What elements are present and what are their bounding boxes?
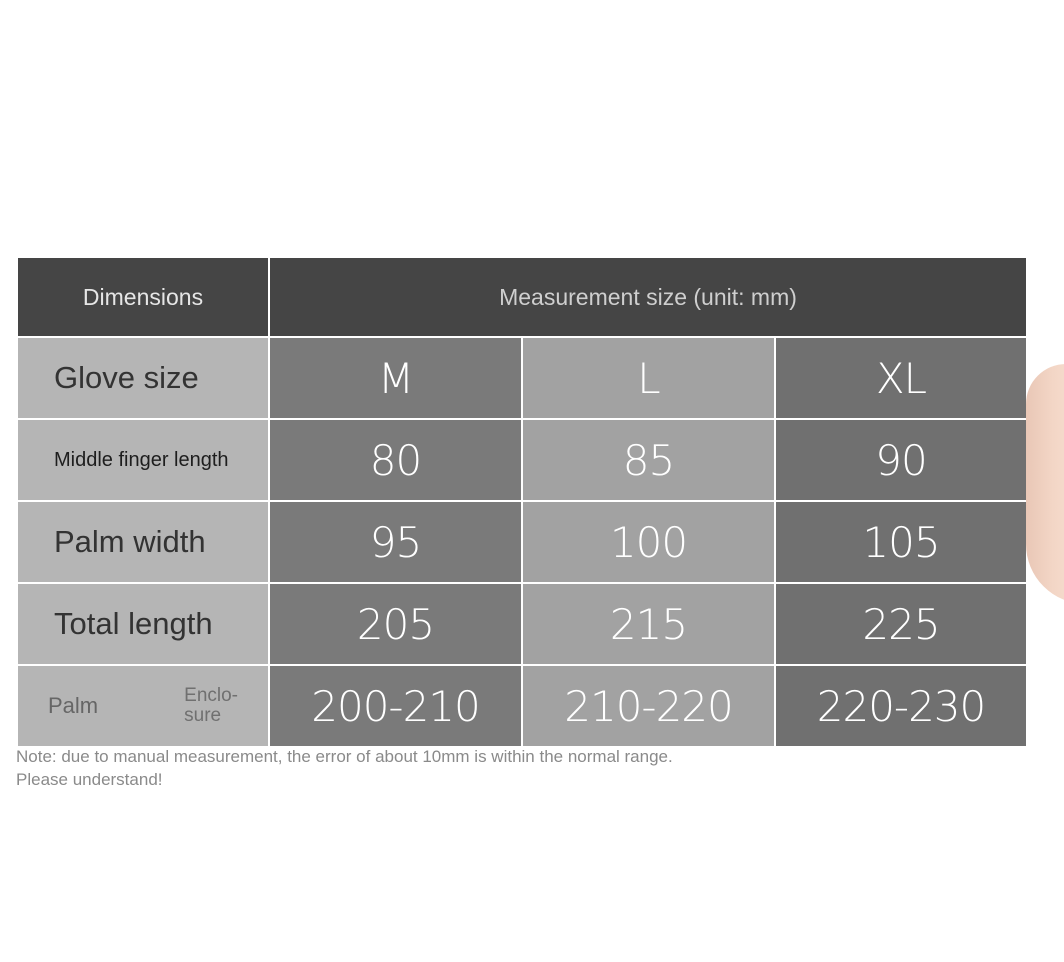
- row-label-glove-size: Glove size: [18, 338, 268, 418]
- enclosure-label: [184, 686, 238, 726]
- hand-finger-image: [1026, 364, 1064, 604]
- table-cell: 225: [776, 584, 1026, 664]
- table-cell: 220-230: [776, 666, 1026, 746]
- table-cell: 215: [523, 584, 774, 664]
- row-label-palm-width: Palm width: [18, 502, 268, 582]
- header-measurement: Measurement size (unit: mm): [270, 258, 1026, 336]
- row-label-palm-enclosure: [18, 666, 268, 746]
- table-cell: 80: [270, 420, 521, 500]
- table-cell: 210-220: [523, 666, 774, 746]
- header-dimensions: Dimensions: [18, 258, 268, 336]
- row-label-middle-finger-length: Middle finger length: [18, 420, 268, 500]
- enclosure-label-line2: sure: [184, 705, 222, 726]
- table-cell: 205: [270, 584, 521, 664]
- table-cell: 100: [523, 502, 774, 582]
- size-m: M: [270, 338, 521, 418]
- size-chart-table: [18, 258, 1022, 740]
- note-line-2: Please understand!: [16, 770, 163, 789]
- size-l: L: [523, 338, 774, 418]
- size-xl: XL: [776, 338, 1026, 418]
- table-cell: 90: [776, 420, 1026, 500]
- table-cell: 200-210: [270, 666, 521, 746]
- row-label-total-length: Total length: [18, 584, 268, 664]
- table-cell: 105: [776, 502, 1026, 582]
- table-cell: 95: [270, 502, 521, 582]
- table-cell: 85: [523, 420, 774, 500]
- palm-label: Palm: [48, 693, 99, 718]
- enclosure-label-line1: Enclo-: [184, 685, 238, 706]
- note-line-1: Note: due to manual measurement, the error of about 10mm is within the normal range.: [16, 747, 673, 766]
- measurement-note: [16, 745, 916, 791]
